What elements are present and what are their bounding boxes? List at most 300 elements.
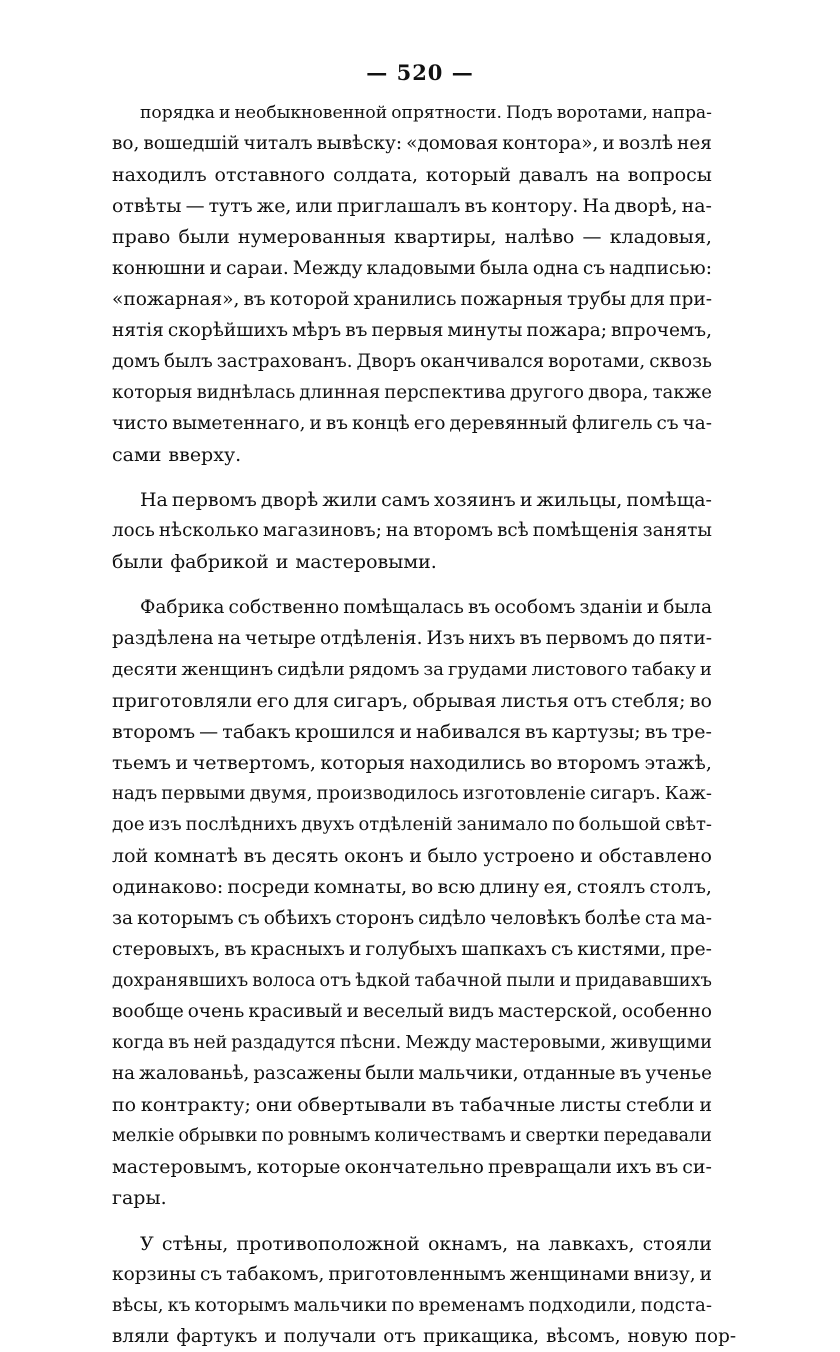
word: У	[140, 1232, 154, 1255]
word: стояли	[642, 1232, 712, 1255]
word: видъ	[448, 1000, 494, 1022]
text-line	[112, 717, 712, 747]
word: надписью:	[609, 257, 712, 279]
word: чисто	[112, 413, 169, 434]
word: дворѣ,	[614, 195, 678, 218]
word: табачной	[414, 970, 503, 991]
word: скорѣйшихъ	[167, 319, 288, 341]
word: хозяинъ	[433, 489, 516, 512]
word: количествамъ	[374, 1126, 506, 1147]
word: первыя	[371, 319, 444, 341]
word: этажѣ,	[644, 752, 712, 774]
word: «пожарная»,	[112, 288, 240, 310]
word: тутъ	[208, 195, 253, 218]
word: красивый	[248, 1000, 343, 1022]
word: и	[209, 257, 222, 279]
word: табаку	[631, 658, 696, 680]
word: человѣкъ	[490, 907, 581, 929]
word: корзины	[112, 1263, 197, 1285]
word: въ	[467, 596, 491, 618]
word: которой	[269, 288, 350, 310]
word: и	[646, 596, 660, 618]
word: второмъ	[556, 752, 640, 774]
word: первыми	[161, 783, 246, 805]
word: во	[411, 876, 434, 899]
word: свѣт-	[665, 814, 712, 836]
word: комнатѣ	[153, 845, 238, 868]
word: пре-	[670, 938, 712, 960]
word: длинная	[299, 381, 381, 403]
word: съ	[550, 938, 574, 960]
word: которымъ	[194, 1294, 290, 1316]
word: большой	[578, 814, 662, 836]
word: была	[663, 596, 712, 618]
word: мастеровыми,	[475, 1032, 607, 1053]
text-line	[112, 624, 712, 654]
word: сараи.	[225, 257, 289, 279]
word: которымъ	[137, 907, 234, 929]
word: и	[175, 752, 189, 774]
word: было	[427, 845, 478, 868]
word: женщинъ	[181, 658, 274, 680]
text-line	[112, 1183, 712, 1213]
word: сигаръ,	[333, 689, 409, 712]
text-line	[140, 593, 712, 623]
word: десять	[271, 845, 339, 868]
word: оконъ	[344, 845, 404, 868]
text-line	[112, 129, 712, 159]
word: квартиры,	[394, 226, 497, 249]
word: домъ	[112, 350, 161, 372]
word: ней	[193, 1032, 228, 1053]
word: мелкіе	[112, 1126, 175, 1147]
word: и	[275, 551, 289, 574]
word: до	[632, 627, 656, 649]
word: превращали	[488, 1156, 612, 1179]
word: листы	[560, 1094, 622, 1117]
word: Между	[405, 1032, 472, 1053]
word: волоса	[252, 970, 316, 991]
word: подходили,	[528, 1294, 637, 1316]
word: отданные	[522, 1063, 616, 1084]
word: кладовыя,	[609, 226, 712, 249]
word: пожара;	[526, 319, 607, 341]
word: приготовленнымъ	[328, 1263, 506, 1285]
word: стебли	[625, 1094, 695, 1117]
word: въ	[644, 720, 668, 743]
word: пѣсни.	[339, 1032, 402, 1053]
word: при-	[669, 288, 712, 310]
word: которыя	[320, 752, 405, 774]
word: четвертомъ,	[192, 752, 316, 774]
word: въ	[619, 1063, 642, 1084]
word: лось	[112, 520, 155, 542]
word: послѣднихъ	[185, 814, 298, 836]
word: и	[559, 970, 572, 991]
word: сквозь	[649, 350, 712, 372]
word: ѣдкой	[355, 970, 411, 991]
word: лой	[112, 845, 149, 868]
word: На	[582, 195, 611, 218]
word: пыли	[506, 970, 556, 991]
word: внизу,	[633, 1263, 696, 1285]
word: двумя,	[249, 783, 313, 805]
text-line	[112, 997, 712, 1027]
word: ча-	[682, 413, 712, 434]
word: собственно	[228, 596, 340, 618]
word: хранились	[353, 288, 457, 310]
word: во,	[112, 133, 140, 155]
word: сидѣли	[277, 658, 345, 680]
word: и	[309, 413, 322, 434]
word: солдата,	[332, 164, 419, 187]
word: десяти	[112, 658, 178, 680]
word: ихъ	[615, 1156, 652, 1179]
word: подста-	[640, 1294, 712, 1316]
word: второмъ	[112, 720, 196, 743]
word: обставлено	[598, 845, 712, 868]
word: ма-	[680, 907, 712, 929]
text-line	[112, 222, 712, 252]
word: сами	[112, 444, 162, 467]
word: стоялъ	[576, 876, 646, 899]
word: грудами	[447, 658, 528, 680]
word: отъ	[383, 1325, 417, 1347]
word: для	[293, 689, 330, 712]
word: гары.	[112, 1187, 167, 1210]
page-number: — 520 —	[366, 60, 474, 85]
word: вообще	[112, 1000, 184, 1022]
text-line	[112, 440, 712, 470]
word: право	[112, 226, 171, 249]
word: четыре	[245, 627, 316, 649]
word: необыкновенной	[234, 103, 388, 123]
word: вѣсы,	[112, 1294, 164, 1316]
word: по	[261, 1126, 284, 1147]
text-line	[112, 160, 712, 190]
word: или	[295, 195, 333, 218]
word: налѣво	[504, 226, 575, 249]
word: за	[423, 658, 444, 680]
word: и	[699, 1094, 712, 1117]
word: напра-	[651, 103, 712, 123]
word: мастерской,	[498, 1000, 618, 1022]
word: порядка	[140, 103, 216, 123]
word: и	[509, 1126, 522, 1147]
word: картузы;	[551, 720, 641, 743]
word: вверху.	[168, 444, 242, 467]
text-line	[112, 1322, 737, 1352]
word: производилось	[316, 783, 459, 805]
word: временамъ	[418, 1294, 525, 1316]
text-line	[112, 841, 712, 871]
word: въ	[655, 1156, 679, 1179]
word: и	[348, 938, 362, 960]
word: табачные	[459, 1094, 556, 1117]
word: же,	[256, 195, 292, 218]
word: дворѣ	[260, 489, 319, 512]
text-line	[112, 686, 712, 716]
text-line	[112, 748, 712, 778]
word: болѣе	[584, 907, 641, 929]
word: и	[219, 103, 231, 123]
word: зданіи	[579, 596, 643, 618]
word: въ	[168, 1032, 190, 1053]
word: посреди	[227, 876, 310, 899]
word: Каж-	[664, 783, 712, 805]
word: съ	[200, 1263, 223, 1285]
word: на	[112, 1063, 136, 1084]
text-line	[112, 316, 712, 346]
text-line	[112, 409, 712, 439]
word: контору.	[491, 195, 579, 218]
text-line	[112, 1291, 712, 1321]
word: были	[112, 551, 164, 574]
word: контракту;	[140, 1094, 251, 1117]
word: жильцы,	[536, 489, 623, 512]
text-line	[112, 1028, 712, 1058]
word: и	[580, 845, 593, 868]
word: были	[178, 226, 230, 249]
word: ста	[644, 907, 677, 929]
word: и	[519, 489, 533, 512]
word: прикащика,	[423, 1325, 540, 1347]
word: помѣщенія	[532, 520, 639, 542]
word: контора»,	[502, 133, 599, 155]
word: отъ	[573, 689, 608, 712]
word: конюшни	[112, 257, 206, 279]
text-line	[112, 904, 712, 934]
text-line	[112, 779, 712, 809]
word: помѣща-	[626, 489, 712, 512]
word: на	[385, 520, 410, 542]
word: магазиновъ;	[262, 520, 382, 542]
word: мальчики	[293, 1294, 388, 1316]
word: въ	[464, 195, 488, 218]
word: они	[255, 1094, 293, 1117]
word: нумерованныя	[237, 226, 386, 249]
word: во	[689, 689, 712, 712]
word: были	[365, 1063, 415, 1084]
word: заняты	[642, 520, 712, 542]
word: опрятности.	[391, 103, 502, 123]
word: листья	[500, 689, 569, 712]
word: всѣ	[497, 520, 529, 542]
word: его	[413, 413, 446, 434]
text-line	[140, 98, 712, 128]
word: Дворъ	[356, 350, 416, 372]
word: —	[582, 226, 602, 249]
word: въ	[243, 845, 267, 868]
word: мастеровымъ,	[112, 1156, 253, 1179]
word: стеровыхъ,	[112, 938, 221, 960]
word: тре-	[671, 720, 712, 743]
word: крошился	[294, 720, 396, 743]
word: живущими	[610, 1032, 712, 1053]
word: противоположной	[236, 1232, 420, 1255]
word: вѣсомъ,	[546, 1325, 621, 1347]
text-line	[112, 285, 712, 315]
word: по	[112, 1094, 137, 1117]
word: женщинами	[509, 1263, 630, 1285]
word: нихъ	[468, 627, 516, 649]
word: находилъ	[112, 164, 207, 187]
word: второмъ	[413, 520, 494, 542]
word: си-	[682, 1156, 712, 1179]
word: обвертывали	[297, 1094, 427, 1117]
word: изъ	[148, 814, 182, 836]
word: и	[602, 133, 615, 155]
word: который	[425, 164, 512, 187]
word: на	[595, 164, 620, 187]
word: новую	[627, 1325, 688, 1347]
text-line	[112, 378, 712, 408]
word: фартукъ	[176, 1325, 258, 1347]
word: комнаты,	[313, 876, 408, 899]
word: и	[399, 720, 413, 743]
word: столъ,	[649, 876, 712, 899]
word: вошедшій	[143, 133, 240, 155]
word: кладовыми	[366, 257, 476, 279]
word: для	[630, 288, 666, 310]
text-line	[112, 1090, 712, 1120]
word: приготовляли	[112, 689, 253, 712]
word: двора,	[588, 381, 649, 403]
word: обрывая	[412, 689, 497, 712]
word: окнамъ,	[427, 1232, 509, 1255]
text-line	[112, 516, 712, 546]
word: въ	[325, 413, 348, 434]
word: вопросы	[627, 164, 712, 187]
word: выметеннаго,	[172, 413, 306, 434]
word: устроено	[483, 845, 575, 868]
word: въ	[345, 319, 368, 341]
word: отдѣленій	[358, 814, 453, 836]
word: одна	[532, 257, 579, 279]
word: съ	[582, 257, 606, 279]
word: возлѣ	[618, 133, 674, 155]
word: которыя	[112, 381, 193, 403]
word: нѣсколько	[158, 520, 259, 542]
word: деревянный	[449, 413, 568, 434]
word: рядомъ	[348, 658, 420, 680]
word: когда	[112, 1032, 165, 1053]
word: первомъ	[545, 627, 629, 649]
word: Изъ	[426, 627, 465, 649]
text-line	[112, 966, 712, 996]
word: «домовая	[406, 133, 499, 155]
word: особенно	[621, 1000, 712, 1022]
word: одинаково:	[112, 876, 224, 899]
word: вывѣску:	[316, 133, 403, 155]
word: давалъ	[518, 164, 589, 187]
word: воротами,	[548, 350, 646, 372]
word: на	[516, 1232, 541, 1255]
word: мастеровыми.	[295, 551, 437, 574]
word: фабрикой	[170, 551, 269, 574]
word: перспектива	[384, 381, 506, 403]
word: сидѣло	[418, 907, 487, 929]
word: длину	[479, 876, 540, 899]
word: въ	[224, 938, 247, 960]
text-line	[112, 547, 712, 577]
word: кистями,	[577, 938, 667, 960]
word: набивался	[416, 720, 521, 743]
word: пор-	[694, 1325, 737, 1347]
word: въ	[524, 720, 548, 743]
text-line	[112, 1152, 712, 1182]
word: находились	[409, 752, 526, 774]
word: свертки	[525, 1126, 600, 1147]
word: концѣ	[351, 413, 410, 434]
word: ровнымъ	[287, 1126, 371, 1147]
word: нея	[677, 133, 712, 155]
word: на-	[681, 195, 712, 218]
word: обѣихъ	[263, 907, 332, 929]
text-line	[112, 191, 712, 221]
word: изготовленіе	[462, 783, 586, 805]
word: передавали	[603, 1126, 712, 1147]
word: лавкахъ,	[548, 1232, 635, 1255]
word: шапкахъ	[461, 938, 547, 960]
word: голубыхъ	[365, 938, 458, 960]
word: всю	[437, 876, 476, 899]
word: застрахованъ.	[216, 350, 353, 372]
word: —	[199, 720, 219, 743]
text-line	[140, 1229, 712, 1259]
word: нятія	[112, 319, 164, 341]
word: стебля;	[611, 689, 686, 712]
word: во	[530, 752, 553, 774]
word: табакомъ,	[226, 1263, 325, 1285]
word: Подъ	[505, 103, 553, 123]
word: дохранявшихъ	[112, 970, 249, 991]
word: вляли	[112, 1325, 170, 1347]
word: листового	[531, 658, 628, 680]
word: и	[699, 658, 712, 680]
word: воротами,	[556, 103, 648, 123]
word: жалованьѣ,	[139, 1063, 250, 1084]
word: красныхъ	[250, 938, 345, 960]
word: мальчики,	[418, 1063, 519, 1084]
word: раздадутся	[231, 1032, 336, 1053]
word: жили	[322, 489, 378, 512]
word: отвѣты	[112, 195, 182, 218]
word: дое	[112, 814, 145, 836]
word: мѣръ	[292, 319, 342, 341]
word: помѣщалась	[343, 596, 464, 618]
word: сторонъ	[335, 907, 415, 929]
word: табакъ	[222, 720, 291, 743]
word: флигель	[571, 413, 653, 434]
word: на	[217, 627, 241, 649]
word: сигаръ.	[589, 783, 661, 805]
word: самъ	[381, 489, 430, 512]
word: трубы	[566, 288, 627, 310]
word: особомъ	[494, 596, 576, 618]
word: веселый	[362, 1000, 445, 1022]
word: На	[140, 489, 168, 512]
word: была	[479, 257, 529, 279]
text-line	[140, 485, 712, 515]
word: занимало	[456, 814, 549, 836]
word: отъ	[319, 970, 352, 991]
word: разсажены	[253, 1063, 362, 1084]
word: и	[346, 1000, 359, 1022]
word: читалъ	[243, 133, 313, 155]
word: Между	[292, 257, 363, 279]
text-line	[112, 810, 712, 840]
